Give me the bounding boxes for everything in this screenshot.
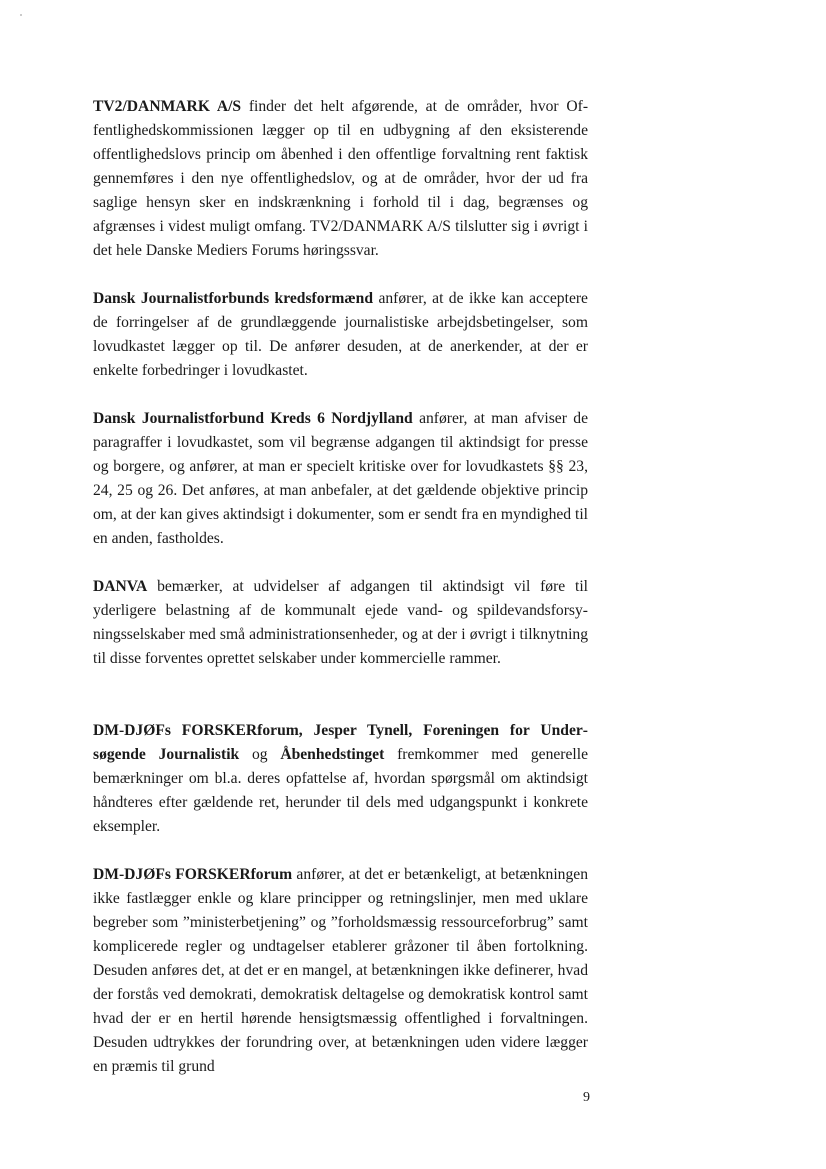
page-number: 9 (583, 1090, 590, 1105)
paragraph-forskerforum-group (93, 719, 588, 839)
paragraph-body: anfører, at man afviser de paragraffer i lovudkastet, som vil begrænse adgangen til aktindsigt for presse og borgere, og anfører, at man er specielt kritiske over for lovudkastets §§ 23, 24, 25 og 26. Det anføres, at man anbefaler, at det gældende objektive princip om, at der kan gives aktindsigt i dokumenter, som er sendt fra en myndighed til en anden, fastholdes. (93, 410, 588, 547)
paragraph-body: fremkommer med generelle bemærkninger om bl.a. deres opfattelse af, hvordan spørgsmål om aktindsigt håndteres efter gældende ret, herunder til dels med udgangspunkt i konkrete eksempler. (93, 746, 588, 835)
paragraph-body: bemærker, at udvidelser af adgangen til aktindsigt vil føre til yderligere belastning af de kommunalt ejede vand- og spildevandsforsyningsselskaber med små administrationsenheder, og at der i øvrigt i tilknytning til disse forventes oprettet selskaber under kommercielle rammer. (93, 578, 588, 667)
paragraph-body: anfører, at det er betænkeligt, at betænkningen ikke fastlægger enkle og klare principper og retningslinjer, men med uklare begreber som ”ministerbetjening” og ”forholdsmæssig ressourceforbrug” samt komplicerede regler og undtagelser etablerer gråzoner til åben fortolkning. Desuden anføres det, at det er en mangel, at betænkningen ikke definerer, hvad der forstås ved demokrati, demokratisk deltagelse og demokratisk kontrol samt hvad der er en hertil hørende hensigtsmæssig offentlighed i forvaltningen. Desuden udtrykkes der forundring over, at betænkningen uden videre lægger en præmis til grund (93, 866, 588, 1075)
paragraph-lead: Dansk Journalistforbund Kreds 6 Nordjylland (93, 410, 413, 427)
paragraph-lead: TV2/DANMARK A/S (93, 98, 242, 115)
scan-speck (20, 14, 22, 16)
paragraph-lead: DANVA (93, 578, 148, 595)
paragraph-tv2-danmark (93, 95, 588, 263)
paragraph-lead-secondary: Åbenhedstinget (280, 746, 385, 763)
paragraph-body: finder det helt afgørende, at de områder, hvor Offentlighedskommissionen lægger op til en udbygning af den eksisterende offentlighedslovs princip om åbenhed i den offentlige forvaltning rent faktisk gennemføres i den nye offentlighedslov, og at de områder, hvor der ud fra saglige hensyn sker en indskrænkning i forhold til i dag, begrænses og afgrænses i videst muligt omfang. TV2/DANMARK A/S tilslutter sig i øvrigt i det hele Danske Mediers Forums høringssvar. (93, 98, 589, 259)
paragraph-forskerforum (93, 863, 588, 1079)
paragraph-kreds-6-nordjylland (93, 407, 588, 551)
paragraph-danva (93, 575, 588, 671)
paragraph-lead: DM-DJØFs FORSKERforum (93, 866, 293, 883)
paragraph-body: anfører, at de ikke kan acceptere de forringelser af de grundlæggende journalistiske arbejdsbetingelser, som lovudkastet lægger op til. De anfører desuden, at de anerkender, at der er enkelte forbedringer i lovudkastet. (93, 290, 588, 379)
paragraph-connector: og (239, 746, 281, 763)
paragraph-lead: DM-DJØFs FORSKERforum, Jesper Tynell, Foreningen for Undersøgende Journalistik (93, 722, 588, 763)
paragraph-lead: Dansk Journalistforbunds kredsformænd (93, 290, 374, 307)
paragraph-kredsformaend (93, 287, 588, 383)
